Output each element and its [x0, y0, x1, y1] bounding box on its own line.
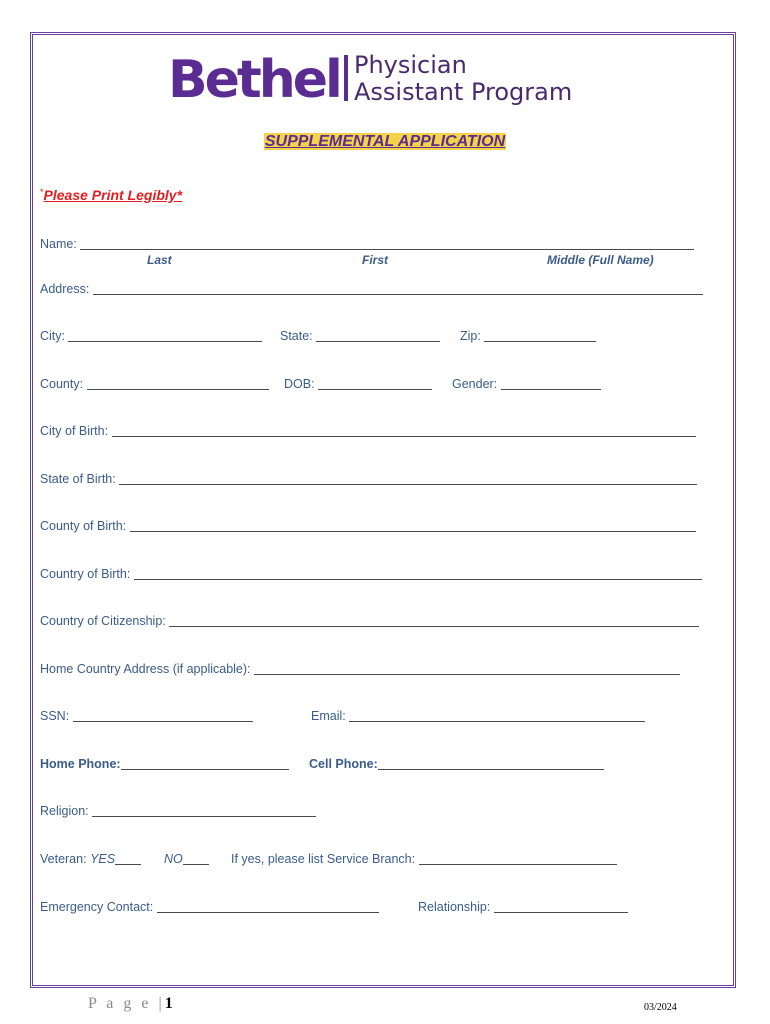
religion-row	[40, 804, 316, 818]
email-field[interactable]	[349, 709, 645, 722]
page-border	[30, 32, 736, 988]
address-field[interactable]	[93, 282, 703, 295]
service-branch-group	[231, 852, 617, 866]
county-field[interactable]	[87, 377, 269, 390]
veteran-label: Veteran:	[40, 852, 87, 866]
name-middle-caption: Middle (Full Name)	[547, 253, 654, 267]
ssn-row	[40, 709, 253, 723]
city-row	[40, 329, 262, 343]
dob-label: DOB:	[284, 377, 315, 391]
religion-label: Religion:	[40, 804, 89, 818]
veteran-yes-blank[interactable]	[115, 852, 141, 865]
home-country-address-label: Home Country Address (if applicable):	[40, 662, 251, 676]
county-label: County:	[40, 377, 84, 391]
relationship-group	[418, 900, 628, 914]
service-branch-label: If yes, please list Service Branch:	[231, 852, 416, 866]
cell-phone-label: Cell Phone:	[309, 757, 378, 771]
state-of-birth-row	[40, 472, 697, 486]
name-row	[40, 237, 694, 251]
veteran-yes-option[interactable]: YES	[90, 852, 116, 866]
city-of-birth-label: City of Birth:	[40, 424, 109, 438]
gender-field[interactable]	[501, 377, 601, 390]
page-label: P a g e |	[88, 995, 165, 1012]
home-country-address-field[interactable]	[254, 662, 680, 675]
email-group	[311, 709, 645, 723]
country-of-birth-row	[40, 567, 702, 581]
country-of-birth-field[interactable]	[134, 567, 702, 580]
name-label: Name:	[40, 237, 77, 251]
city-of-birth-row	[40, 424, 696, 438]
state-label: State:	[280, 329, 313, 343]
print-legibly-note: *Please Print Legibly*	[40, 187, 183, 203]
emergency-contact-field[interactable]	[157, 900, 379, 913]
ssn-label: SSN:	[40, 709, 70, 723]
dob-group	[284, 377, 432, 391]
religion-field[interactable]	[92, 804, 316, 817]
ssn-field[interactable]	[73, 709, 253, 722]
zip-group	[460, 329, 596, 343]
gender-label: Gender:	[452, 377, 498, 391]
home-country-address-row	[40, 662, 680, 676]
emergency-contact-label: Emergency Contact:	[40, 900, 154, 914]
state-of-birth-label: State of Birth:	[40, 472, 116, 486]
zip-label: Zip:	[460, 329, 481, 343]
state-field[interactable]	[316, 329, 440, 342]
state-group	[280, 329, 440, 343]
county-of-birth-label: County of Birth:	[40, 519, 127, 533]
state-of-birth-field[interactable]	[119, 472, 697, 485]
dob-field[interactable]	[318, 377, 432, 390]
logo-line-2: Assistant Program	[354, 78, 573, 106]
city-label: City:	[40, 329, 65, 343]
name-first-caption: First	[362, 253, 389, 267]
name-last-caption: Last	[147, 253, 172, 267]
cell-phone-field[interactable]	[378, 757, 604, 770]
page-number-value: 1	[164, 995, 173, 1012]
name-field[interactable]	[80, 237, 694, 250]
address-label: Address:	[40, 282, 90, 296]
page-number	[88, 995, 173, 1013]
relationship-label: Relationship:	[418, 900, 491, 914]
home-phone-field[interactable]	[121, 757, 289, 770]
email-label: Email:	[311, 709, 346, 723]
country-of-citizenship-field[interactable]	[169, 614, 699, 627]
veteran-no-option[interactable]: NO	[164, 852, 183, 866]
cell-phone-group	[309, 757, 604, 771]
country-of-citizenship-label: Country of Citizenship:	[40, 614, 166, 628]
county-of-birth-field[interactable]	[130, 519, 696, 532]
veteran-row	[40, 852, 141, 866]
logo-divider	[344, 55, 348, 101]
veteran-no-group	[164, 852, 209, 866]
county-of-birth-row	[40, 519, 696, 533]
country-of-citizenship-row	[40, 614, 699, 628]
country-of-birth-label: Country of Birth:	[40, 567, 131, 581]
city-field[interactable]	[68, 329, 262, 342]
home-phone-label: Home Phone:	[40, 757, 121, 771]
county-row	[40, 377, 269, 391]
form-title: SUPPLEMENTAL APPLICATION	[264, 133, 506, 150]
service-branch-field[interactable]	[419, 852, 617, 865]
logo-wordmark: Bethel	[168, 50, 340, 110]
address-row	[40, 282, 703, 296]
home-phone-row	[40, 757, 289, 771]
gender-group	[452, 377, 601, 391]
city-of-birth-field[interactable]	[112, 424, 696, 437]
veteran-no-blank[interactable]	[183, 852, 209, 865]
logo-line-1: Physician	[354, 51, 467, 79]
revision-date: 03/2024	[644, 1002, 677, 1013]
emergency-contact-row	[40, 900, 379, 914]
zip-field[interactable]	[484, 329, 596, 342]
relationship-field[interactable]	[494, 900, 628, 913]
